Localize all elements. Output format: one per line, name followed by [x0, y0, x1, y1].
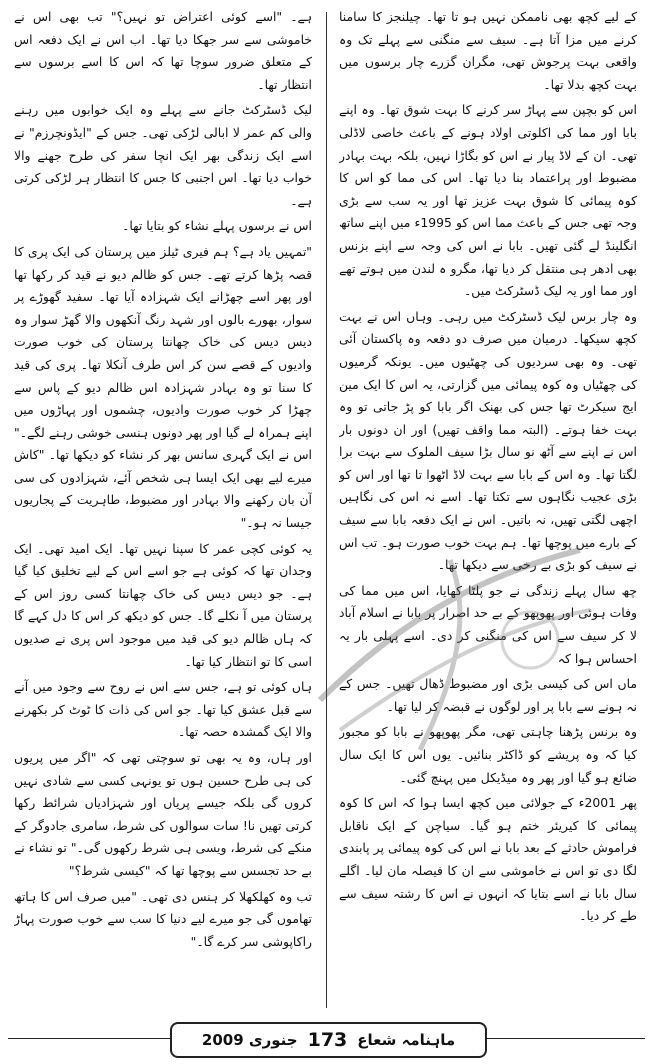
paragraph: اس کو بچپن سے پہاڑ سر کرنے کا بہت شوق تھا۔ وہ اپنے بابا اور مما کی اکلوتی اولاد ہونے کے باعث خاصی لاڈلی تھی۔ ان کے لاڈ پیار نے اس کو بگاڑا نہیں، بلکہ بہت بہادر مضبوط اور پراعتماد بنا دیا تھا۔ اس کی مما کو اس کا کوہ پیمائی کا شوق بہت عزیز تھا اور یہ سب سے بڑی وجہ تھی جس کے باعث مما اس کو 1995ء میں اپنے ساتھ انگلینڈ لے گئی تھیں۔ بابا نے اس کی وجہ سے اپنے بزنس بھی ادھر ہی منتقل کر دیا تھا، مگرو ہ لندن میں ہوتے تھے اور مما اور یہ لیک ڈسٹرکٹ میں۔ — [339, 102, 637, 299]
right-text-column — [339, 6, 637, 1018]
page-footer — [0, 1022, 653, 1056]
paragraph: وہ برنس پڑھنا چاہتی تھی، مگر پھوپھو نے بابا کو مجبور کیا کہ وہ پریشے کو ڈاکٹر بنائیں۔ یوں اس کا ایک سال ضائع ہو گیا اور پھر وہ میڈیکل میں پہنچ گئی۔ — [339, 724, 637, 785]
issue-date: جنوری 2009 — [201, 1031, 298, 1049]
paragraph: اس نے برسوں پہلے نشاء کو بتایا تھا۔ — [122, 218, 312, 234]
magazine-name: ماہنامہ شعاع — [357, 1031, 456, 1049]
paragraph: ہے۔ "اسے کوئی اعتراض تو نہیں؟" تب بھی اس نے خاموشی سے سر جھکا دیا تھا۔ اب اس نے ایک دفعہ اس کے متعلق ضرور سوچا تھا کہ اس کا اسے برسوں سے انتظار تھا۔ — [14, 9, 312, 92]
paragraph: چھ سال پہلے زندگی نے جو پلٹا کھایا، اس میں مما کی وفات ہوئی اور پھوپھو کے بے حد اصرار پر بابا نے اسلام آباد لا کر سیف سے اس کی منگنی کر دی۔ اسے پہلی بار یہ احساس ہوا کہ — [339, 582, 637, 666]
paragraph: ماں اس کی کیسی بڑی اور مضبوط ڈھال تھیں۔ جس کے نہ ہونے سے بابا پر اور لوگوں نے قبضہ کر لیا تھا۔ — [339, 676, 637, 714]
footer-label — [170, 1022, 487, 1058]
left-text-column — [14, 6, 312, 1018]
page-number: 173 — [307, 1029, 348, 1051]
paragraph: ہاں کوئی تو ہے، جس سے اس نے روح سے وجود میں آنے سے قبل عشق کیا تھا۔ جو اس کی ذات کا ٹوٹ کر بکھرنے والا ایک گمشدہ حصہ تھا۔ — [14, 679, 312, 740]
paragraph: لیک ڈسٹرکٹ جانے سے پہلے وہ ایک خوابوں میں رہنے والی کم عمر لا ابالی لڑکی تھی۔ جس کے "ایڈونچرزم" نے اسے ایک زندگی بھر ایک انچا سفر کی طرح جھنے والا خواب دیا تھا۔ اس اجنبی کا جس کا انتظار ہر لڑکی کرتی ہے۔ — [14, 102, 312, 208]
paragraph: "تمہیں یاد ہے؟ ہم فیری ٹیلز میں پرستان کی ایک پری کا قصہ پڑھا کرتے تھے۔ جس کو ظالم دیو نے قید کر رکھا تھا اور پھر اسے چھڑانے ایک شہزادہ آیا تھا۔ سفید گھوڑے پر سوار، بھورے بالوں اور شہد رنگ آنکھوں والا گھڑ سوار وہ دیس دیس کی خاک چھانتا پرستان کی خوب صورت وادیوں کے قصے سن کر اس طرف آنکلا تھا۔ پری کی قید کا سنا تو وہ بہادر شہزادہ اس ظالم دیو کے پاس سے چھڑا کر خوب صورت وادیوں، چشموں اور پہاڑوں میں اپنے ہمراہ لے گیا اور پھر دونوں ہنسی خوشی رہنے لگے۔" اس نے ایک گہری سانس بھر کر نشاء کو دیکھا تھا۔ "کاش میرے لیے بھی ایک ایسا ہی شخص آئے، شہزادوں کی سی آن بان رکھنے والا بہادر اور مضبوط، طاہریت کے پجاریوں جیسا نہ ہو۔" — [14, 243, 312, 531]
paragraph: تب وہ کھلکھلا کر ہنس دی تھی۔ "میں صرف اس کا ہاتھ تھاموں گی جو میرے لیے دنیا کا سب سے خوب صورت پہاڑ راکاپوشی سر کرے گا۔" — [14, 888, 312, 949]
paragraph: کے لیے کچھ بھی ناممکن نہیں ہو تا تھا۔ چیلنجز کا سامنا کرنے میں مزا آتا ہے۔ سیف سے منگنی سے پہلے تک وہ واقعی بہت پرجوش تھی، مگران گزرے چار برسوں میں بہت کچھ بدلا تھا۔ — [339, 9, 637, 92]
paragraph: یہ کوئی کچی عمر کا سپنا نہیں تھا۔ ایک امید تھی۔ ایک وجدان تھا کہ کوئی ہے جو اسے اس کے لیے تخلیق کیا گیا ہے۔ جو دیس دیس کی خاک چھانتا کسی روز اس کے پرستان میں آ نکلے گا۔ جس کو دیکھ کر اس کا دل کہے گا کہ ہاں ظالم دیو کی قید میں موجود اس پری نے صدیوں اسی کا تو انتظار کیا تھا۔ — [14, 540, 312, 669]
paragraph: وہ چار برس لیک ڈسٹرکٹ میں رہی۔ وہاں اس نے بہت کچھ سیکھا۔ درمیان میں صرف دو دفعہ وہ پاکستان آئی تھی۔ وہ بھی سردیوں کی چھٹیوں میں۔ یونکہ گرمیوں کی چھٹیاں وہ کوہ پیمائی میں گزارتی، یہ اس کا ایک مین ایج سیکرٹ تھا جس کی بھنک اگر بابا کو پڑ جاتی تو وہ بہت خفا ہوتے۔ (البتہ مما واقف تھیں) اور ان دونوں بار اس نے اپنے سے آٹھ نو سال بڑا سیف الملوک سے بہت برا لگتا تھا۔ وہ اس کے بابا سے بہت لاڈ اٹھوا تا تھا اور اس کو بڑی عجیب نگاہوں سے تکتا تھا۔ اسے نہ اس کی نگاہیں اچھی لگتی تھیں، نہ باتیں۔ اس نے ایک دفعہ بابا سے سیف کے بارے میں پوچھا تھا۔ ہم بہت خوب صورت ہو۔ تب اس نے سیف کو بڑی بے رخی سے دیکھا تھا۔ — [339, 308, 637, 573]
paragraph: اور ہاں، وہ یہ بھی تو سوچتی تھی کہ "اگر میں پریوں کی ہی طرح حسین ہوں تو یونہی کسی سے شادی نہیں کروں گی بلکہ جیسے پریاں اور شہزادیاں شرائط رکھا کرتی تھیں نا! سات سوالوں کی شرط، سامری جادوگر کے منکے کی شرط، ویسی ہی شرط رکھوں گی۔" تو نشاء نے بے حد تجسس سے پوچھا تھا کہ "کیسی شرط؟" — [14, 750, 312, 878]
paragraph: پھر 2001ء کے جولائی میں کچھ ایسا ہوا کہ اس کا کوہ پیمائی کا کیریئر ختم ہو گیا۔ سیاچن کے ایک ناقابل فراموش حادثے کے بعد بابا نے اس کی کوہ پیمائی پر پابندی لگا دی تو اس نے خاموشی سے ان کا فیصلہ مان لیا۔ اگلے سال بابا نے اسے بتایا کہ انہوں نے اس کا رشتہ سیف سے طے کر دیا۔ — [339, 795, 637, 924]
column-divider — [326, 12, 327, 1008]
